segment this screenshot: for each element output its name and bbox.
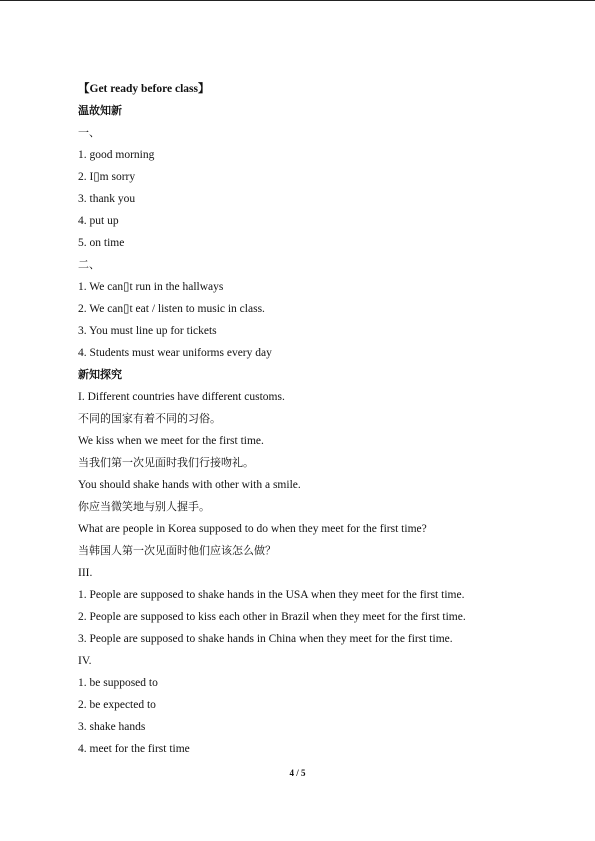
list-item: 1. We can▯t run in the hallways [78, 281, 224, 293]
list-item: 2. People are supposed to kiss each other in Brazil when they meet for the first time. [78, 611, 466, 623]
sentence-chinese: 当我们第一次见面时我们行接吻礼。 [78, 456, 254, 469]
list-item: 3. thank you [78, 193, 136, 205]
sentence-chinese: 当韩国人第一次见面时他们应该怎么做？ [78, 544, 276, 557]
list-item: 3. You must line up for tickets [78, 325, 217, 337]
sentence-english: We kiss when we meet for the first time. [78, 435, 264, 447]
list-item: 4. Students must wear uniforms every day [78, 347, 272, 359]
sentence-english: You should shake hands with other with a smile. [78, 479, 301, 491]
section-title: 【Get ready before class】 [78, 83, 210, 95]
list-item: 2. be expected to [78, 699, 156, 711]
list-item: 5. on time [78, 237, 125, 249]
top-border-line [0, 0, 595, 1]
sentence-chinese: 不同的国家有着不同的习俗。 [78, 412, 221, 425]
list-item: 3. shake hands [78, 721, 146, 733]
document-body [78, 78, 528, 760]
sentence-english: I. Different countries have different customs. [78, 391, 285, 403]
list-item: 4. put up [78, 215, 119, 227]
part1-label: 一、 [78, 126, 100, 139]
part2-label: 二、 [78, 258, 100, 271]
sentence-chinese: 你应当微笑地与别人握手。 [78, 500, 210, 513]
list-item: 2. We can▯t eat / listen to music in class. [78, 303, 265, 315]
list-item: 2. I▯m sorry [78, 171, 136, 183]
list-item: 1. good morning [78, 149, 155, 161]
list-item: 3. People are supposed to shake hands in China when they meet for the first time. [78, 633, 453, 645]
part4-label: IV. [78, 655, 92, 667]
explore-heading: 新知探究 [78, 368, 122, 381]
list-item: 4. meet for the first time [78, 743, 190, 755]
review-heading: 温故知新 [78, 104, 122, 117]
page-number: 4 / 5 [289, 768, 306, 778]
list-item: 1. People are supposed to shake hands in the USA when they meet for the first time. [78, 589, 465, 601]
part3-label: III. [78, 567, 93, 579]
sentence-english: What are people in Korea supposed to do when they meet for the first time? [78, 523, 427, 535]
list-item: 1. be supposed to [78, 677, 158, 689]
